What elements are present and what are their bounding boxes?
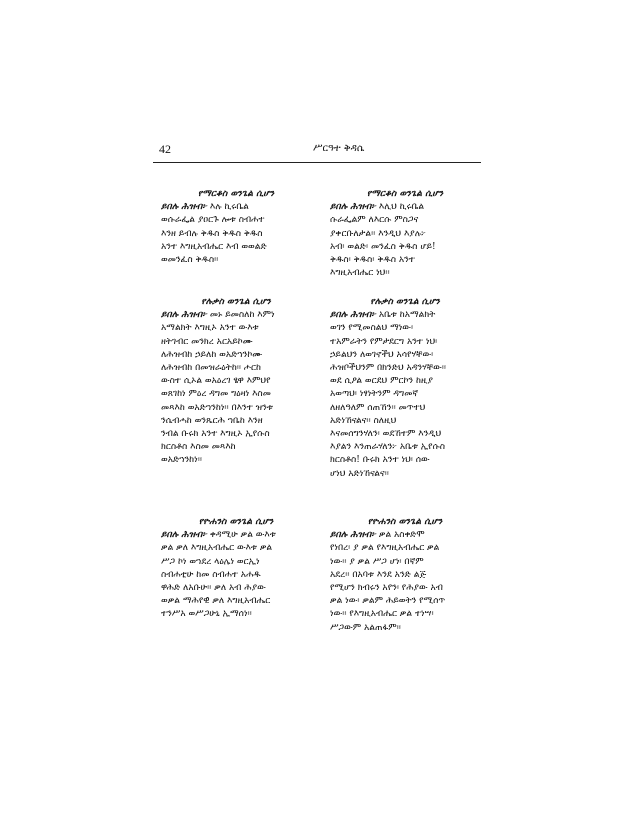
text-line: ነው፡፡ የእግዚአብሔር ቃል ተነሣ፡ bbox=[330, 609, 434, 620]
text-line: ወመንፈስ ቅዱስ፡፡ bbox=[161, 255, 219, 266]
text-line: መኑ ይመስለከ እምነ bbox=[209, 310, 275, 321]
section-luke-amharic bbox=[330, 296, 480, 481]
text-line: ንሴብሓከ ወንጼርሕ ኀቤከ እንዘ bbox=[161, 415, 263, 426]
running-title: ሥርዓተ ቅዳሴ bbox=[313, 143, 365, 154]
text-line: ወገን የሚመስልህ ማነው፡ bbox=[330, 323, 414, 334]
text-line: ቀዳሚሁ ቃል ውእቱ bbox=[209, 530, 276, 541]
section-mark-geez bbox=[161, 188, 311, 267]
text-line: ሱራፌልም ለእርሱ ምስጋና bbox=[330, 215, 419, 226]
section-heading: የዮሐንስ ወንጌል ሲሆን bbox=[198, 517, 274, 527]
text-line: ለሕዝብከ በመዝራዕትከ፡፡ ሖርከ bbox=[161, 363, 261, 374]
text-line: ለሕዝብከ ኃይለከ ወአድኀንኮሙ bbox=[161, 349, 263, 360]
section-john-geez bbox=[161, 516, 311, 622]
text-line: እሉ ኪሩቤል bbox=[209, 202, 249, 213]
text-line: አድነኸናልና፡፡ ስለዚህ bbox=[330, 415, 397, 426]
text-line: ኃይልህን ለወገኖችህ አሳየሃቸው፡ bbox=[330, 349, 434, 360]
text-line: ውስተ ሲኦል ወአዕረገ ፄዋ እምህየ bbox=[161, 376, 271, 387]
section-heading: የሉቃስ ወንጌል ሲሆን bbox=[370, 297, 440, 307]
text-line: ሥጋ ኮነ ወኀደረ ላዕሌነ ወርኢነ bbox=[161, 556, 260, 567]
text-line: ወቃል ማሕየዊ ቃለ እግዚአብሔር bbox=[161, 596, 271, 607]
text-line: ያቀርቡለታል፡፡ እንዲህ እያሉ፦ bbox=[330, 228, 426, 239]
page-number: 42 bbox=[159, 142, 171, 156]
text-line: ወደ ሲዖል ወርደህ ምርኮን ከዚያ bbox=[330, 376, 433, 387]
text-line: ቃል ነው፡ ቃልም ሕይወትን የሚሰጥ bbox=[330, 596, 446, 607]
text-line: የሚሆን ክብሩን አየን፡ የሕያው አብ bbox=[330, 583, 443, 594]
response-lead: ይበሉ ሕዝብ፦ bbox=[161, 202, 207, 213]
text-line: ቃል ቃለ እግዚአብሔር ውእቱ ቃል bbox=[161, 543, 273, 554]
response-lead: ይበሉ ሕዝብ፦ bbox=[330, 310, 376, 321]
response-lead: ይበሉ ሕዝብ፦ bbox=[161, 530, 207, 541]
text-line: አወጣህ፡ ነፃነትንም ዳግመኛ bbox=[330, 389, 419, 400]
page-header bbox=[153, 140, 481, 163]
section-john-amharic bbox=[330, 516, 480, 635]
text-line: ለዘለዓለም ሰጠኸን፡፡ መጥተህ bbox=[330, 402, 426, 413]
text-line: ቃል አስቀድሞ bbox=[378, 530, 425, 541]
section-heading: የማርቆስ ወንጌል ሲሆን bbox=[197, 189, 275, 199]
text-line: ነው፡፡ ያ ቃል ሥጋ ሆነ፡ በኛም bbox=[330, 556, 424, 567]
text-line: ወጸገከነ ምዕረ ዳግመ ግዕዛነ እስመ bbox=[161, 389, 271, 400]
text-line: አብ፡ ወልድ፡ መንፈስ ቅዱስ ሆይ! bbox=[330, 241, 436, 252]
text-line: ወሱራፌል ያዐርጉ ሎቱ ስብሐተ bbox=[161, 215, 265, 226]
text-line: ቅዱስ፡ ቅዱስ፡ ቅዱስ አንተ bbox=[330, 255, 415, 266]
text-line: ስብሐቲሁ ከመ ስብሐተ አሐዱ bbox=[161, 569, 261, 580]
text-line: እናመሰግንሃለን፡ ወደኸተም እንዲህ bbox=[330, 429, 442, 440]
text-line: ሆነህ አድነኸናልና፡፡ bbox=[330, 468, 389, 479]
section-heading: የሉቃስ ወንጌል ሲሆን bbox=[201, 297, 271, 307]
section-luke-geez bbox=[161, 296, 311, 468]
section-mark-amharic bbox=[330, 188, 480, 280]
text-line: ዘትገብር መንክረ አርአይኮሙ bbox=[161, 336, 253, 347]
text-line: ክርስቶስ! ቡሩክ አንተ ነህ፡ ሰው bbox=[330, 455, 430, 466]
response-lead: ይበሉ ሕዝብ፦ bbox=[161, 310, 207, 321]
text-line: ተአምራትን የምታደርግ አንተ ነህ፡ bbox=[330, 336, 438, 347]
text-line: የነበረ፡ ያ ቃል የእግዚአብሔር ቃል bbox=[330, 543, 440, 554]
text-line: ተንሥአ ወሥጋሁኒ ኢማሰነ፡፡ bbox=[161, 609, 252, 620]
section-heading: የማርቆስ ወንጌል ሲሆን bbox=[366, 189, 444, 199]
text-line: አንተ እግዚአብሔር እብ ወወልድ bbox=[161, 241, 267, 252]
text-line: እያልን እንጠራሃለን፦ አቤቱ ኢየሱስ bbox=[330, 442, 446, 453]
text-line: ክርስቶስ እስመ መጻእከ bbox=[161, 442, 236, 453]
response-lead: ይበሉ ሕዝብ፦ bbox=[330, 530, 376, 541]
response-lead: ይበሉ ሕዝብ፦ bbox=[330, 202, 376, 213]
text-line: አቤቱ ከአማልክት bbox=[378, 310, 436, 321]
section-heading: የዮሐንስ ወንጌል ሲሆን bbox=[367, 517, 443, 527]
text-line: ንብል ቡሩክ አንተ እግዚኦ ኢየሱስ bbox=[161, 429, 270, 440]
text-line: ሥጋውም አልጠፋም፡፡ bbox=[330, 622, 401, 633]
text-line: እሊህ ኪሩቤል bbox=[378, 202, 425, 213]
text-line: ሕዝቦችህንም በክንድህ አዳንሃቸው፡፡ bbox=[330, 363, 447, 374]
text-line: እንዘ ይብሉ ቅዱስ ቅዱስ ቅዱስ bbox=[161, 228, 263, 239]
text-line: አማልክት እግዚኦ አንተ ውእቱ bbox=[161, 323, 259, 334]
text-line: መጻእከ ወአድኀንከነ፡፡ በእንተ ዝንቱ bbox=[161, 402, 273, 413]
text-line: እግዚአብሔር ነህ፡፡ bbox=[330, 268, 390, 279]
text-line: አደረ፡፡ በአባቱ እንደ አንድ ልጅ bbox=[330, 569, 427, 580]
text-line: ዋሕድ ለአቡሁ፡፡ ቃለ አብ ሕያው bbox=[161, 583, 266, 594]
text-line: ወአድኀንከነ፡፡ bbox=[161, 455, 202, 466]
